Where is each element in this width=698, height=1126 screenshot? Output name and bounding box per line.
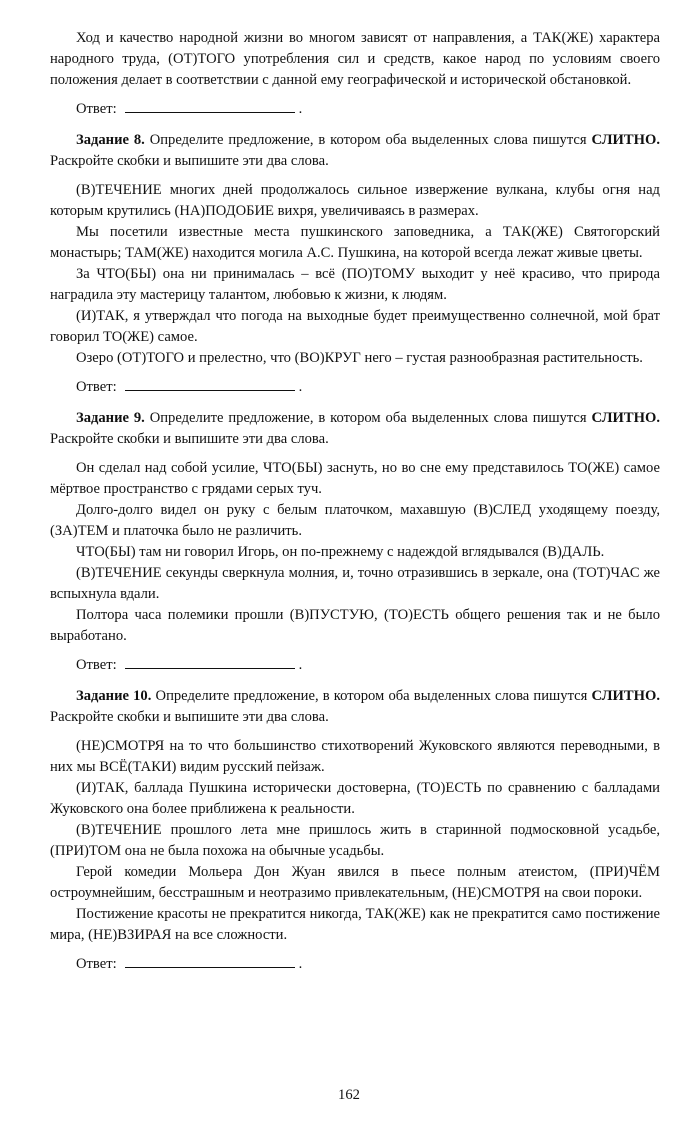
answer-line-7 [50,98,660,120]
answer-label: Ответ: [76,379,117,395]
task-instruction-bold: СЛИТНО. [591,688,660,704]
sentence: Полтора часа полемики прошли (В)ПУСТУЮ, (ТО)ЕСТЬ общего решения так и не было выработано. [50,607,660,644]
task-heading [50,686,660,728]
sentence-list [50,736,660,946]
sentence: ЧТО(БЫ) там ни говорил Игорь, он по-прежнему с надеждой вглядывался (В)ДАЛЬ. [76,544,605,560]
page-number: 162 [338,1087,360,1103]
answer-line-8 [50,376,660,398]
answer-blank[interactable] [125,654,295,669]
task-instruction-bold: СЛИТНО. [591,132,660,148]
task-title: Задание 10. [76,688,152,704]
task-instruction-tail: Раскройте скобки и выпишите эти два слова. [50,431,329,447]
task-10 [50,686,660,946]
task-8 [50,130,660,369]
sentence: (И)ТАК, баллада Пушкина исторически достоверна, (ТО)ЕСТЬ по сравнению с балладами Жуковского она более приближена к реальности. [50,780,660,817]
task-heading [50,408,660,450]
answer-label: Ответ: [76,101,117,117]
sentence: (В)ТЕЧЕНИЕ многих дней продолжалось сильное извержение вулкана, клубы огня над которым крутились (НА)ПОДОБИЕ вихря, увеличиваясь в размерах. [50,182,660,219]
sentence: (В)ТЕЧЕНИЕ прошлого лета мне пришлось жить в старинной подмосковной усадьбе, (ПРИ)ТОМ она не была похожа на обычные усадьбы. [50,822,660,859]
task-instruction: Определите предложение, в котором оба выделенных слова пишутся [149,132,587,148]
sentence: Герой комедии Мольера Дон Жуан явился в пьесе полным атеистом, (ПРИ)ЧЁМ остроумнейшим, бесстрашным и неотразимо привлекательным, (НЕ)СМОТРЯ на свои пороки. [50,864,660,901]
sentence-list [50,458,660,647]
task-instruction-tail: Раскройте скобки и выпишите эти два слова. [50,709,329,725]
intro-block [50,28,660,91]
answer-end: . [298,956,303,972]
sentence: Мы посетили известные места пушкинского заповедника, а ТАК(ЖЕ) Святогорский монастырь; ТАМ(ЖЕ) находится могила А.С. Пушкина, на которой всегда лежат живые цветы. [50,224,660,261]
answer-label: Ответ: [76,657,117,673]
answer-line-10 [50,953,660,975]
answer-end: . [298,657,303,673]
task-title: Задание 8. [76,132,145,148]
sentence: (И)ТАК, я утверждал что погода на выходные будет преимущественно солнечной, мой брат говорил ТО(ЖЕ) самое. [50,308,660,345]
task-heading [50,130,660,172]
answer-blank[interactable] [125,98,295,113]
task-instruction: Определите предложение, в котором оба выделенных слова пишутся [149,410,587,426]
task-title: Задание 9. [76,410,145,426]
task-instruction: Определите предложение, в котором оба выделенных слова пишутся [155,688,588,704]
answer-end: . [298,379,303,395]
answer-end: . [298,101,303,117]
task-instruction-bold: СЛИТНО. [591,410,660,426]
intro-paragraph: Ход и качество народной жизни во многом зависят от направления, а ТАК(ЖЕ) характера народного труда, (ОТ)ТОГО употребления сил и средств, какое народ по условиям своего положения делает в соответствии с данной ему географической и исторической обстановкой. [50,30,660,88]
answer-label: Ответ: [76,956,117,972]
sentence: За ЧТО(БЫ) она ни принималась – всё (ПО)ТОМУ выходит у неё красиво, что природа наградила эту мастерицу талантом, любовью к жизни, к людям. [50,266,660,303]
sentence-list [50,180,660,369]
sentence: (НЕ)СМОТРЯ на то что большинство стихотворений Жуковского являются переводными, в них мы ВСЁ(ТАКИ) видим русский пейзаж. [50,738,660,775]
task-instruction-tail: Раскройте скобки и выпишите эти два слова. [50,153,329,169]
sentence: (В)ТЕЧЕНИЕ секунды сверкнула молния, и, точно отразившись в зеркале, она (ТОТ)ЧАС же вспыхнула вдали. [50,565,660,602]
task-9 [50,408,660,647]
answer-blank[interactable] [125,376,295,391]
sentence: Постижение красоты не прекратится никогда, ТАК(ЖЕ) как не прекратится само постижение мира, (НЕ)ВЗИРАЯ на все сложности. [50,906,660,943]
sentence: Долго-долго видел он руку с белым платочком, махавшую (В)СЛЕД уходящему поезду, (ЗА)ТЕМ и платочка было не различить. [50,502,660,539]
answer-line-9 [50,654,660,676]
answer-blank[interactable] [125,953,295,968]
sentence: Он сделал над собой усилие, ЧТО(БЫ) заснуть, но во сне ему представилось ТО(ЖЕ) самое мёртвое пространство с грядами серых туч. [50,460,660,497]
sentence: Озеро (ОТ)ТОГО и прелестно, что (ВО)КРУГ него – густая разнообразная растительность. [76,350,643,366]
